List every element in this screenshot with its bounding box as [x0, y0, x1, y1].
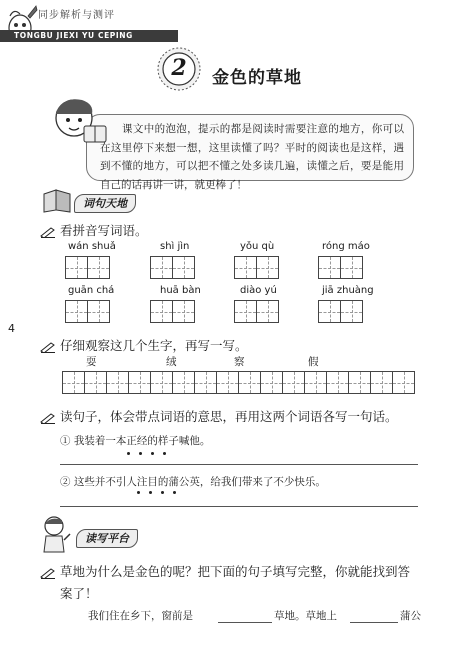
- emphasis-dot: [161, 491, 164, 494]
- emphasis-dot: [163, 452, 166, 455]
- series-name-cn: 同步解析与测评: [38, 10, 115, 21]
- fill-text-1: 我们住在乡下，窗前是: [88, 610, 193, 622]
- model-char: 绒: [166, 356, 178, 368]
- section-banner-ciju: [74, 192, 136, 211]
- answer-line[interactable]: [60, 506, 418, 507]
- pinyin: guān chá: [68, 285, 115, 296]
- book-icon: [42, 186, 72, 214]
- emphasis-dot: [149, 491, 152, 494]
- model-char: 察: [234, 356, 246, 368]
- answer-grid[interactable]: [234, 300, 279, 323]
- sentence-1: ① 我装着一本正经的样子喊他。: [60, 435, 211, 447]
- fill-blank[interactable]: [218, 622, 272, 623]
- answer-grid[interactable]: [150, 300, 195, 323]
- answer-grid[interactable]: [318, 300, 363, 323]
- pinyin: diào yú: [240, 285, 277, 296]
- fill-blank[interactable]: [350, 622, 398, 623]
- pinyin: wán shuǎ: [68, 241, 116, 252]
- model-char: 耍: [86, 356, 98, 368]
- answer-line[interactable]: [60, 464, 418, 465]
- reading-boy-illustration: [44, 90, 110, 154]
- q2-prompt: 仔细观察这几个生字，再写一写。: [60, 338, 248, 353]
- model-char: 假: [308, 356, 320, 368]
- writing-boy-icon: [38, 514, 72, 556]
- pinyin: shì jìn: [160, 241, 190, 252]
- section-banner-duxie: [76, 527, 138, 546]
- emphasis-dot: [137, 491, 140, 494]
- emphasis-dot: [173, 491, 176, 494]
- q4-prompt-line1: 草地为什么是金色的呢？把下面的句子填写完整，你就能找到答: [60, 564, 411, 579]
- emphasis-dot: [151, 452, 154, 455]
- answer-grid[interactable]: [318, 256, 363, 279]
- pencil-icon: [40, 341, 56, 353]
- fill-text-3: 蒲公: [400, 610, 421, 622]
- answer-grid[interactable]: [150, 256, 195, 279]
- q1-prompt: 看拼音写词语。: [60, 223, 148, 238]
- section-title: 词句天地: [74, 194, 136, 213]
- lesson-title: 金色的草地: [212, 68, 302, 88]
- page-number: 4: [8, 322, 15, 335]
- q4-prompt-line2: 案了！: [60, 586, 98, 601]
- emphasis-dot: [139, 452, 142, 455]
- pencil-icon: [40, 412, 56, 424]
- pinyin: yǒu qù: [240, 241, 275, 252]
- answer-grid[interactable]: [234, 256, 279, 279]
- answer-grid[interactable]: [65, 256, 110, 279]
- section-title: 读写平台: [76, 529, 138, 548]
- series-name-en: TONGBU JIEXI YU CEPING: [14, 31, 133, 40]
- lesson-number: 2: [171, 55, 187, 81]
- pinyin: huā bàn: [160, 285, 201, 296]
- char-practice-grid[interactable]: [62, 371, 415, 394]
- fill-text-2: 草地。草地上: [274, 610, 337, 622]
- emphasis-dot: [127, 452, 130, 455]
- q3-prompt: 读句子，体会带点词语的意思，再用这两个词语各写一句话。: [60, 409, 398, 424]
- pinyin: jiā zhuàng: [322, 285, 374, 296]
- tip-text: 课文中的泡泡，提示的都是阅读时需要注意的地方，你可以在这里停下来想一想，这里读懂了吗？平时的阅读也是这样，遇到不懂的地方，可以把不懂之处多读几遍，读懂之后，要是能用自己的话再讲一讲，就更棒了！: [100, 123, 404, 191]
- pinyin: róng máo: [322, 241, 370, 252]
- pencil-icon: [40, 567, 56, 579]
- pencil-icon: [40, 226, 56, 238]
- sentence-2: ② 这些并不引人注目的蒲公英，给我们带来了不少快乐。: [60, 476, 326, 488]
- answer-grid[interactable]: [65, 300, 110, 323]
